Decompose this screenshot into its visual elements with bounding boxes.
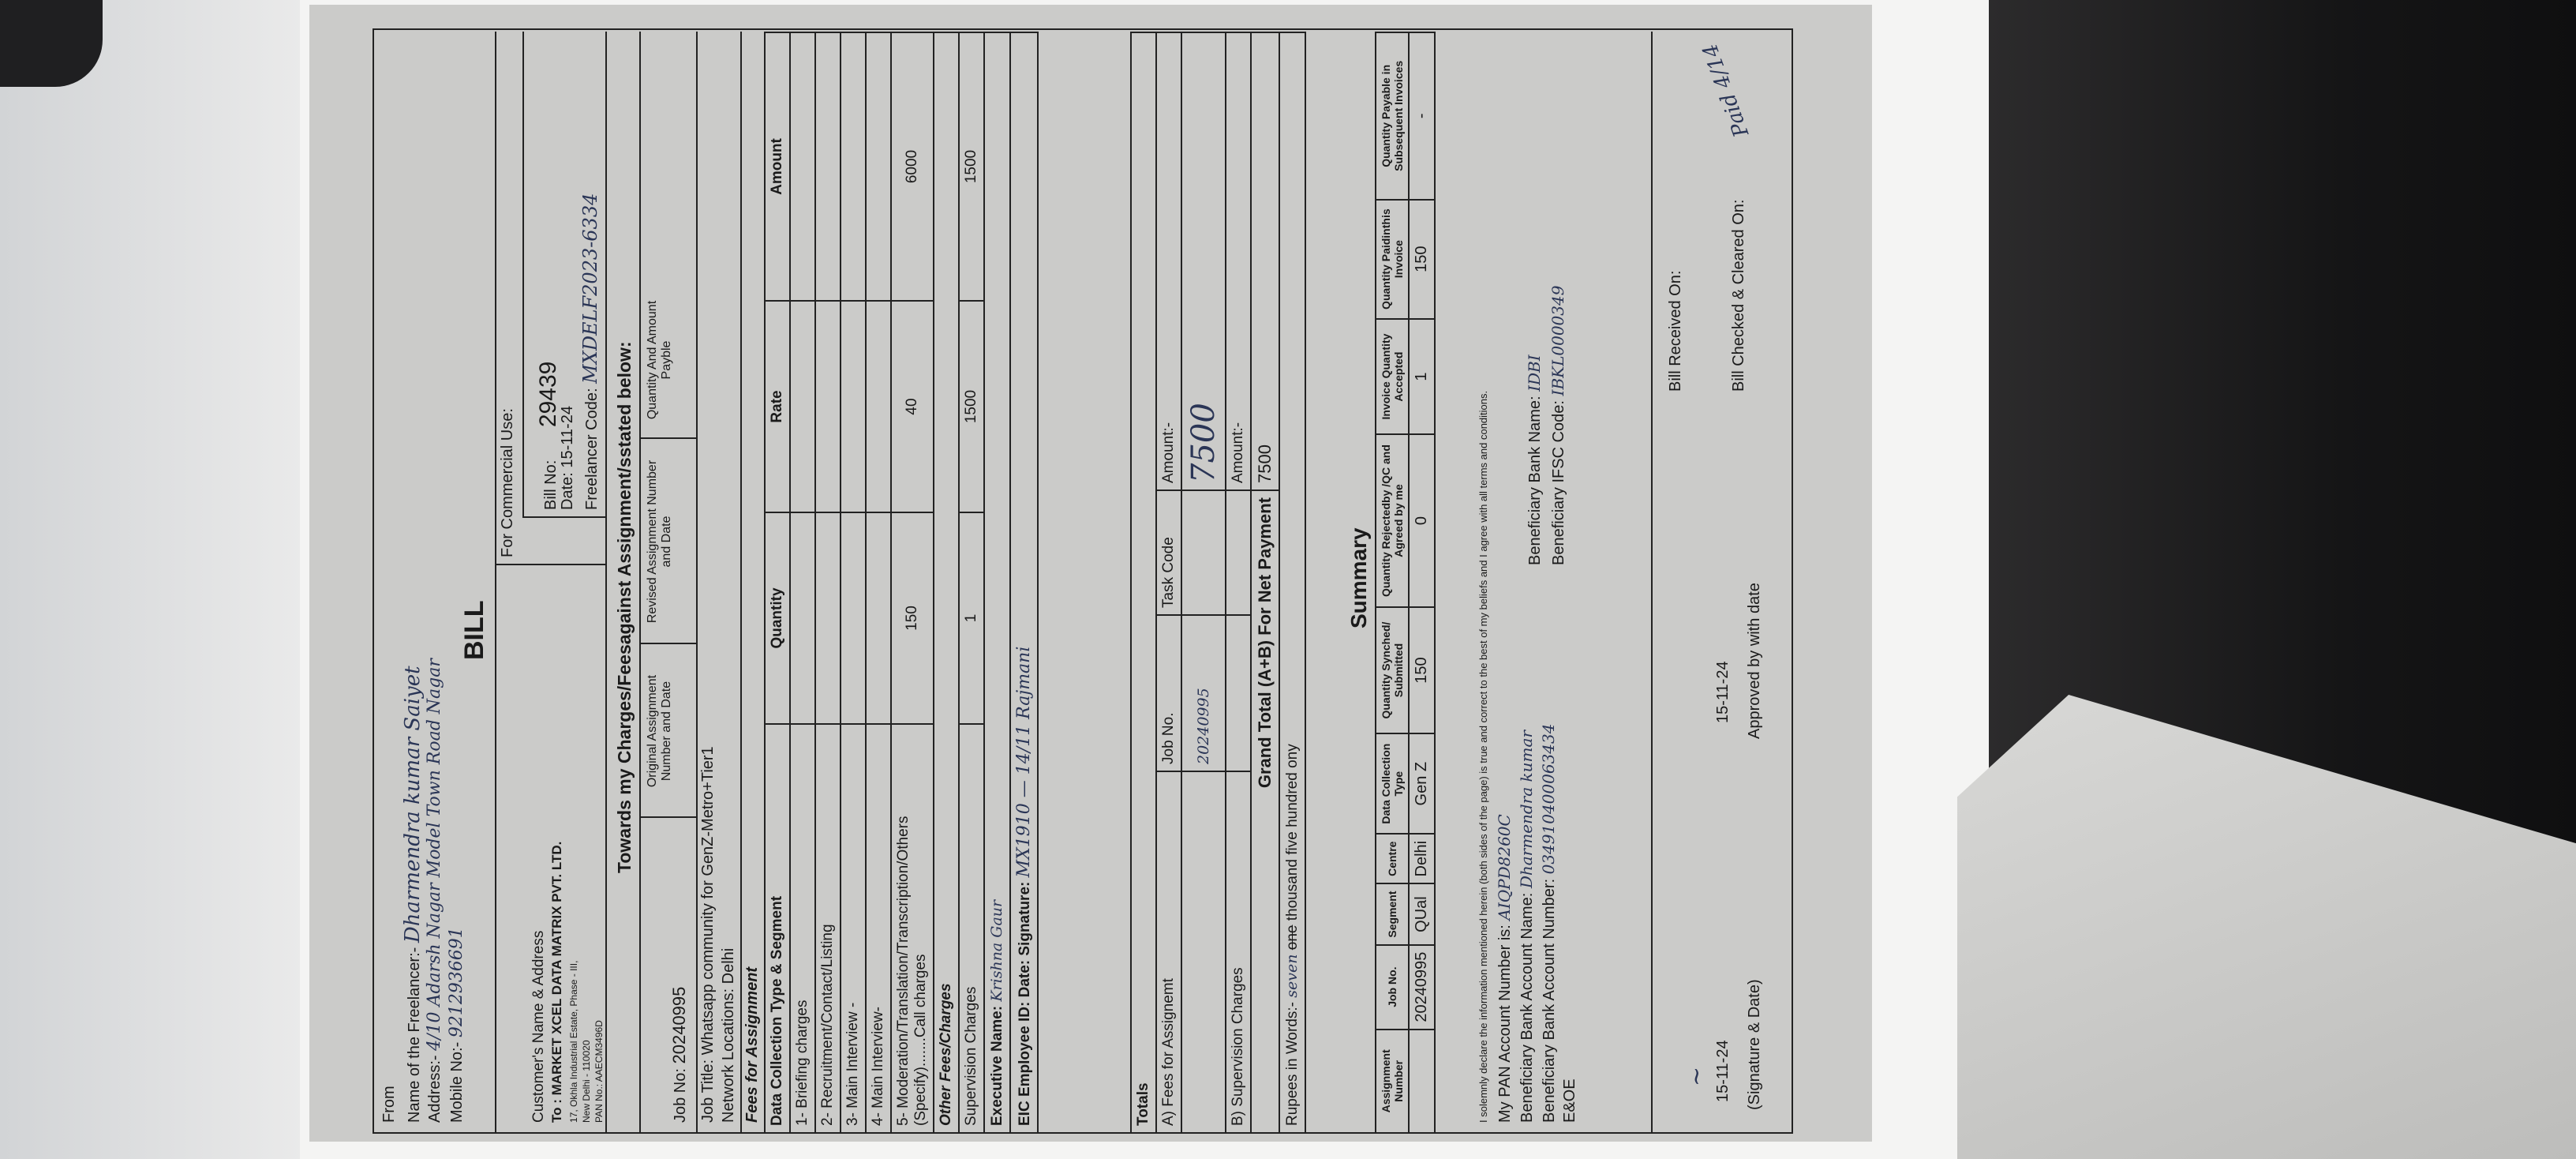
summary-cell: QUal — [1409, 884, 1435, 945]
fees-row — [841, 32, 866, 1133]
totals-job-no-value: 20240995 — [1181, 615, 1226, 771]
bill-date-value: 15-11-24 — [559, 406, 576, 468]
account-number-value: 034910400063434 — [1539, 723, 1558, 875]
fees-row — [866, 32, 891, 1133]
grand-total-row — [1251, 32, 1279, 1133]
totals-job-no-label: Job No. — [1156, 615, 1181, 771]
summary-row — [1409, 32, 1435, 1133]
fees-item: 2- Recruitment/Contact/Listing — [815, 724, 841, 1133]
account-name-value: Dharmendra kumar — [1517, 730, 1536, 889]
summary-title: Summary — [1346, 527, 1371, 628]
summary-cell: 150 — [1409, 607, 1435, 734]
summary-cell — [1409, 1030, 1435, 1133]
fees-qty — [815, 512, 841, 724]
totals-table — [1130, 32, 1306, 1134]
fees-amount — [790, 32, 815, 301]
phone-corner — [0, 0, 103, 87]
signature-label: (Signature & Date) — [1746, 979, 1763, 1110]
rupees-row — [1279, 32, 1305, 1133]
summary-col: Invoice Quantity Accepted — [1376, 319, 1409, 435]
account-name-row — [1517, 730, 1537, 1123]
freelancer-code-value: MXDELF2023-6334 — [579, 193, 601, 384]
summary-cell: Delhi — [1409, 834, 1435, 884]
totals-b-amount-label: Amount:- — [1226, 32, 1251, 490]
summary-col: Centre — [1376, 834, 1409, 884]
eoe-label: E&OE — [1561, 1078, 1578, 1123]
freelancer-name-label: Name of the Freelancer:- — [406, 947, 423, 1123]
bill-no-label: Bill No: — [542, 459, 560, 510]
executive-name: Krishna Gaur — [988, 899, 1005, 1002]
bank-name-label: Beneficiary Bank Name: — [1526, 396, 1544, 565]
rupees-words: thousand five hundred ony — [1284, 744, 1301, 921]
network-locations-row — [720, 948, 738, 1123]
fees-item: 3- Main Interview - — [841, 724, 866, 1133]
supervision-charges-label: B) Supervision Charges — [1226, 771, 1251, 1133]
eic-label: EIC Employee ID: Date: Signature: — [1017, 881, 1033, 1126]
pan-row — [1495, 814, 1515, 1123]
fees-table — [764, 32, 1039, 1134]
mobile-row — [447, 927, 466, 1123]
supervision-item: Supervision Charges — [959, 724, 984, 1133]
summary-header-row — [1376, 32, 1409, 1133]
bank-name-row — [1525, 354, 1544, 565]
bill-no-row — [535, 362, 562, 510]
eic-value: MX1910 — 14/11 Rajmani — [1014, 646, 1034, 878]
freelancer-code-label: Freelancer Code: — [583, 388, 601, 510]
job-title-value: Whatsapp community for GenZ-Metro+Tier1 — [699, 746, 717, 1056]
rupees-struck: one — [1284, 925, 1301, 951]
ifsc-row — [1548, 286, 1568, 565]
executive-row — [984, 32, 1010, 1133]
account-number-label: Beneficiary Bank Account Number: — [1541, 878, 1558, 1123]
fees-amount — [866, 32, 891, 301]
ifsc-label: Beneficiary IFSC Code: — [1550, 400, 1567, 565]
totals-amount-label: Amount:- — [1156, 32, 1181, 490]
task-code-label: Task Code — [1156, 490, 1181, 615]
desk-background — [0, 0, 331, 1159]
grand-total-value: 7500 — [1251, 32, 1279, 490]
totals-a-row — [1156, 32, 1181, 1133]
other-fees-row — [934, 32, 959, 1133]
grand-total-label: Grand Total (A+B) For Net Payment — [1251, 490, 1279, 1133]
eic-row — [1010, 32, 1038, 1133]
customer-label: Customer's Name & Address — [530, 930, 547, 1123]
fees-rate — [815, 301, 841, 512]
fees-amount — [815, 32, 841, 301]
job-title-label: Job Title: — [699, 1059, 717, 1123]
fees-row — [815, 32, 841, 1133]
from-label: From — [380, 1086, 398, 1123]
freelancer-name: Dharmendra kumar Saiyet — [401, 666, 425, 943]
supervision-rate: 1500 — [959, 301, 984, 512]
summary-col: Data Collection Type — [1376, 733, 1409, 834]
summary-cell: Gen Z — [1409, 733, 1435, 834]
mobile-value: 9212936691 — [447, 927, 466, 1038]
rupees-label: Rupees in Words:- — [1284, 1002, 1301, 1126]
summary-table — [1375, 32, 1436, 1134]
customer-address-line1: 17, Okhla Industrial Estate, Phase - III, — [568, 960, 579, 1123]
bill-title: BILL — [459, 600, 489, 660]
customer-address-line2: New Delhi - 110020 — [581, 1040, 592, 1123]
fees-rate: 40 — [891, 301, 934, 512]
summary-cell: 20240995 — [1409, 945, 1435, 1030]
col-data-collection: Data Collection Type & Segment — [765, 724, 790, 1133]
fees-item: 4- Main Interview- — [866, 724, 891, 1133]
mobile-label: Mobile No:- — [448, 1041, 466, 1123]
other-fees-heading: Other Fees/Charges — [934, 32, 959, 1133]
fees-heading: Fees for Assignment — [743, 966, 761, 1123]
signature-date: 15-11-24 — [1714, 1040, 1732, 1102]
hdr-original-assignment: Original Assignment Number and Date — [646, 674, 673, 788]
declaration-text: I solemnly declare the information mentioned herein (both sides of the page) is true and correct to the best of my beliefs and I agree with all terms and conditions. — [1477, 390, 1489, 1123]
fees-qty — [790, 512, 815, 724]
fees-row — [790, 32, 815, 1133]
col-rate: Rate — [765, 301, 790, 512]
col-quantity: Quantity — [765, 512, 790, 724]
pan-value: AIQPD8260C — [1495, 814, 1514, 921]
freelancer-code-row — [579, 193, 601, 510]
bill-date-row — [559, 406, 577, 510]
hdr-quantity-amount: Quantity And Amount Payble — [646, 300, 673, 420]
fees-amount: 6000 — [891, 32, 934, 301]
rupees-handwritten: seven — [1283, 954, 1301, 998]
bill-checked-label: Bill Checked & Cleared On: — [1730, 199, 1747, 392]
summary-col: Quantity Synched/ Submitted — [1376, 607, 1409, 734]
summary-col: Quantity Rejectedby /QC and Agreed by me — [1376, 434, 1409, 606]
job-no-row — [669, 987, 690, 1123]
summary-cell: 150 — [1409, 200, 1435, 319]
fees-qty — [841, 512, 866, 724]
summary-col: Quantity Payable in Subsequent Invoices — [1376, 32, 1409, 200]
ifsc-value: IBKL0000349 — [1548, 285, 1567, 396]
supervision-qty: 1 — [959, 512, 984, 724]
hdr-revised-assignment: Revised Assignment Number and Date — [646, 459, 673, 624]
totals-header-row — [1131, 32, 1156, 1133]
fees-for-assignment-label: A) Fees for Assignemt — [1156, 771, 1181, 1133]
fees-item: 5- Moderation/Translation/Transcription/Others (Specify).......Call charges — [891, 724, 934, 1133]
bill-received-label: Bill Received On: — [1667, 270, 1684, 392]
summary-cell: 0 — [1409, 434, 1435, 606]
customer-pan: PAN No.: AAECM3496D — [593, 1020, 605, 1123]
job-no-label: Job No: — [672, 1068, 689, 1123]
fees-rate — [866, 301, 891, 512]
totals-a-values-row — [1181, 32, 1226, 1133]
network-locations-label: Network Locations: — [720, 988, 737, 1123]
supervision-row — [959, 32, 984, 1133]
approval-date: 15-11-24 — [1714, 661, 1732, 723]
summary-cell: 1 — [1409, 319, 1435, 435]
summary-col: Job No. — [1376, 945, 1409, 1030]
summary-col: Segment — [1376, 884, 1409, 945]
commercial-use-label: For Commercial Use: — [499, 408, 516, 557]
address-row — [425, 658, 444, 1123]
executive-label: Executive Name: — [989, 1005, 1005, 1126]
fees-rate — [841, 301, 866, 512]
account-number-row — [1539, 724, 1559, 1123]
signature-mark: ~ — [1683, 1066, 1710, 1086]
summary-col: Assignment Number — [1376, 1030, 1409, 1133]
address-label: Address:- — [426, 1055, 444, 1123]
summary-col: Quantity Paidinthis Invoice — [1376, 200, 1409, 319]
bill-date-label: Date: — [559, 472, 576, 510]
summary-cell: - — [1409, 32, 1435, 200]
totals-a-amount: 7500 — [1181, 32, 1226, 490]
fees-qty — [866, 512, 891, 724]
bank-name-value: IDBI — [1525, 354, 1544, 392]
customer-to: To : MARKET XCEL DATA MATRIX PVT. LTD. — [549, 841, 564, 1123]
fees-header-row — [765, 32, 790, 1133]
fees-item: 1- Briefing charges — [790, 724, 815, 1133]
bill-no-value: 29439 — [535, 361, 561, 428]
approved-label: Approved by with date — [1746, 583, 1763, 739]
fees-qty: 150 — [891, 512, 934, 724]
fees-row — [891, 32, 934, 1133]
job-no-value: 20240995 — [669, 986, 689, 1064]
totals-label: Totals — [1131, 32, 1156, 1133]
freelancer-name-row — [401, 666, 425, 1123]
towards-heading: Towards my Charges/Feesagainst Assignment/sstated below: — [614, 341, 635, 873]
paid-note: Paid 4/14 — [1698, 40, 1754, 141]
job-title-row — [699, 746, 717, 1123]
fees-amount — [841, 32, 866, 301]
bill-document — [373, 28, 1793, 1134]
network-locations-value: Delhi — [720, 947, 737, 985]
fees-rate — [790, 301, 815, 512]
address-value: 4/10 Adarsh Nagar Model Town Road Nagar — [425, 658, 444, 1051]
totals-b-row — [1226, 32, 1251, 1133]
supervision-amount: 1500 — [959, 32, 984, 301]
account-name-label: Beneficiary Bank Account Name: — [1518, 892, 1536, 1123]
pan-label: My PAN Account Number is: — [1496, 925, 1514, 1123]
col-amount: Amount — [765, 32, 790, 301]
